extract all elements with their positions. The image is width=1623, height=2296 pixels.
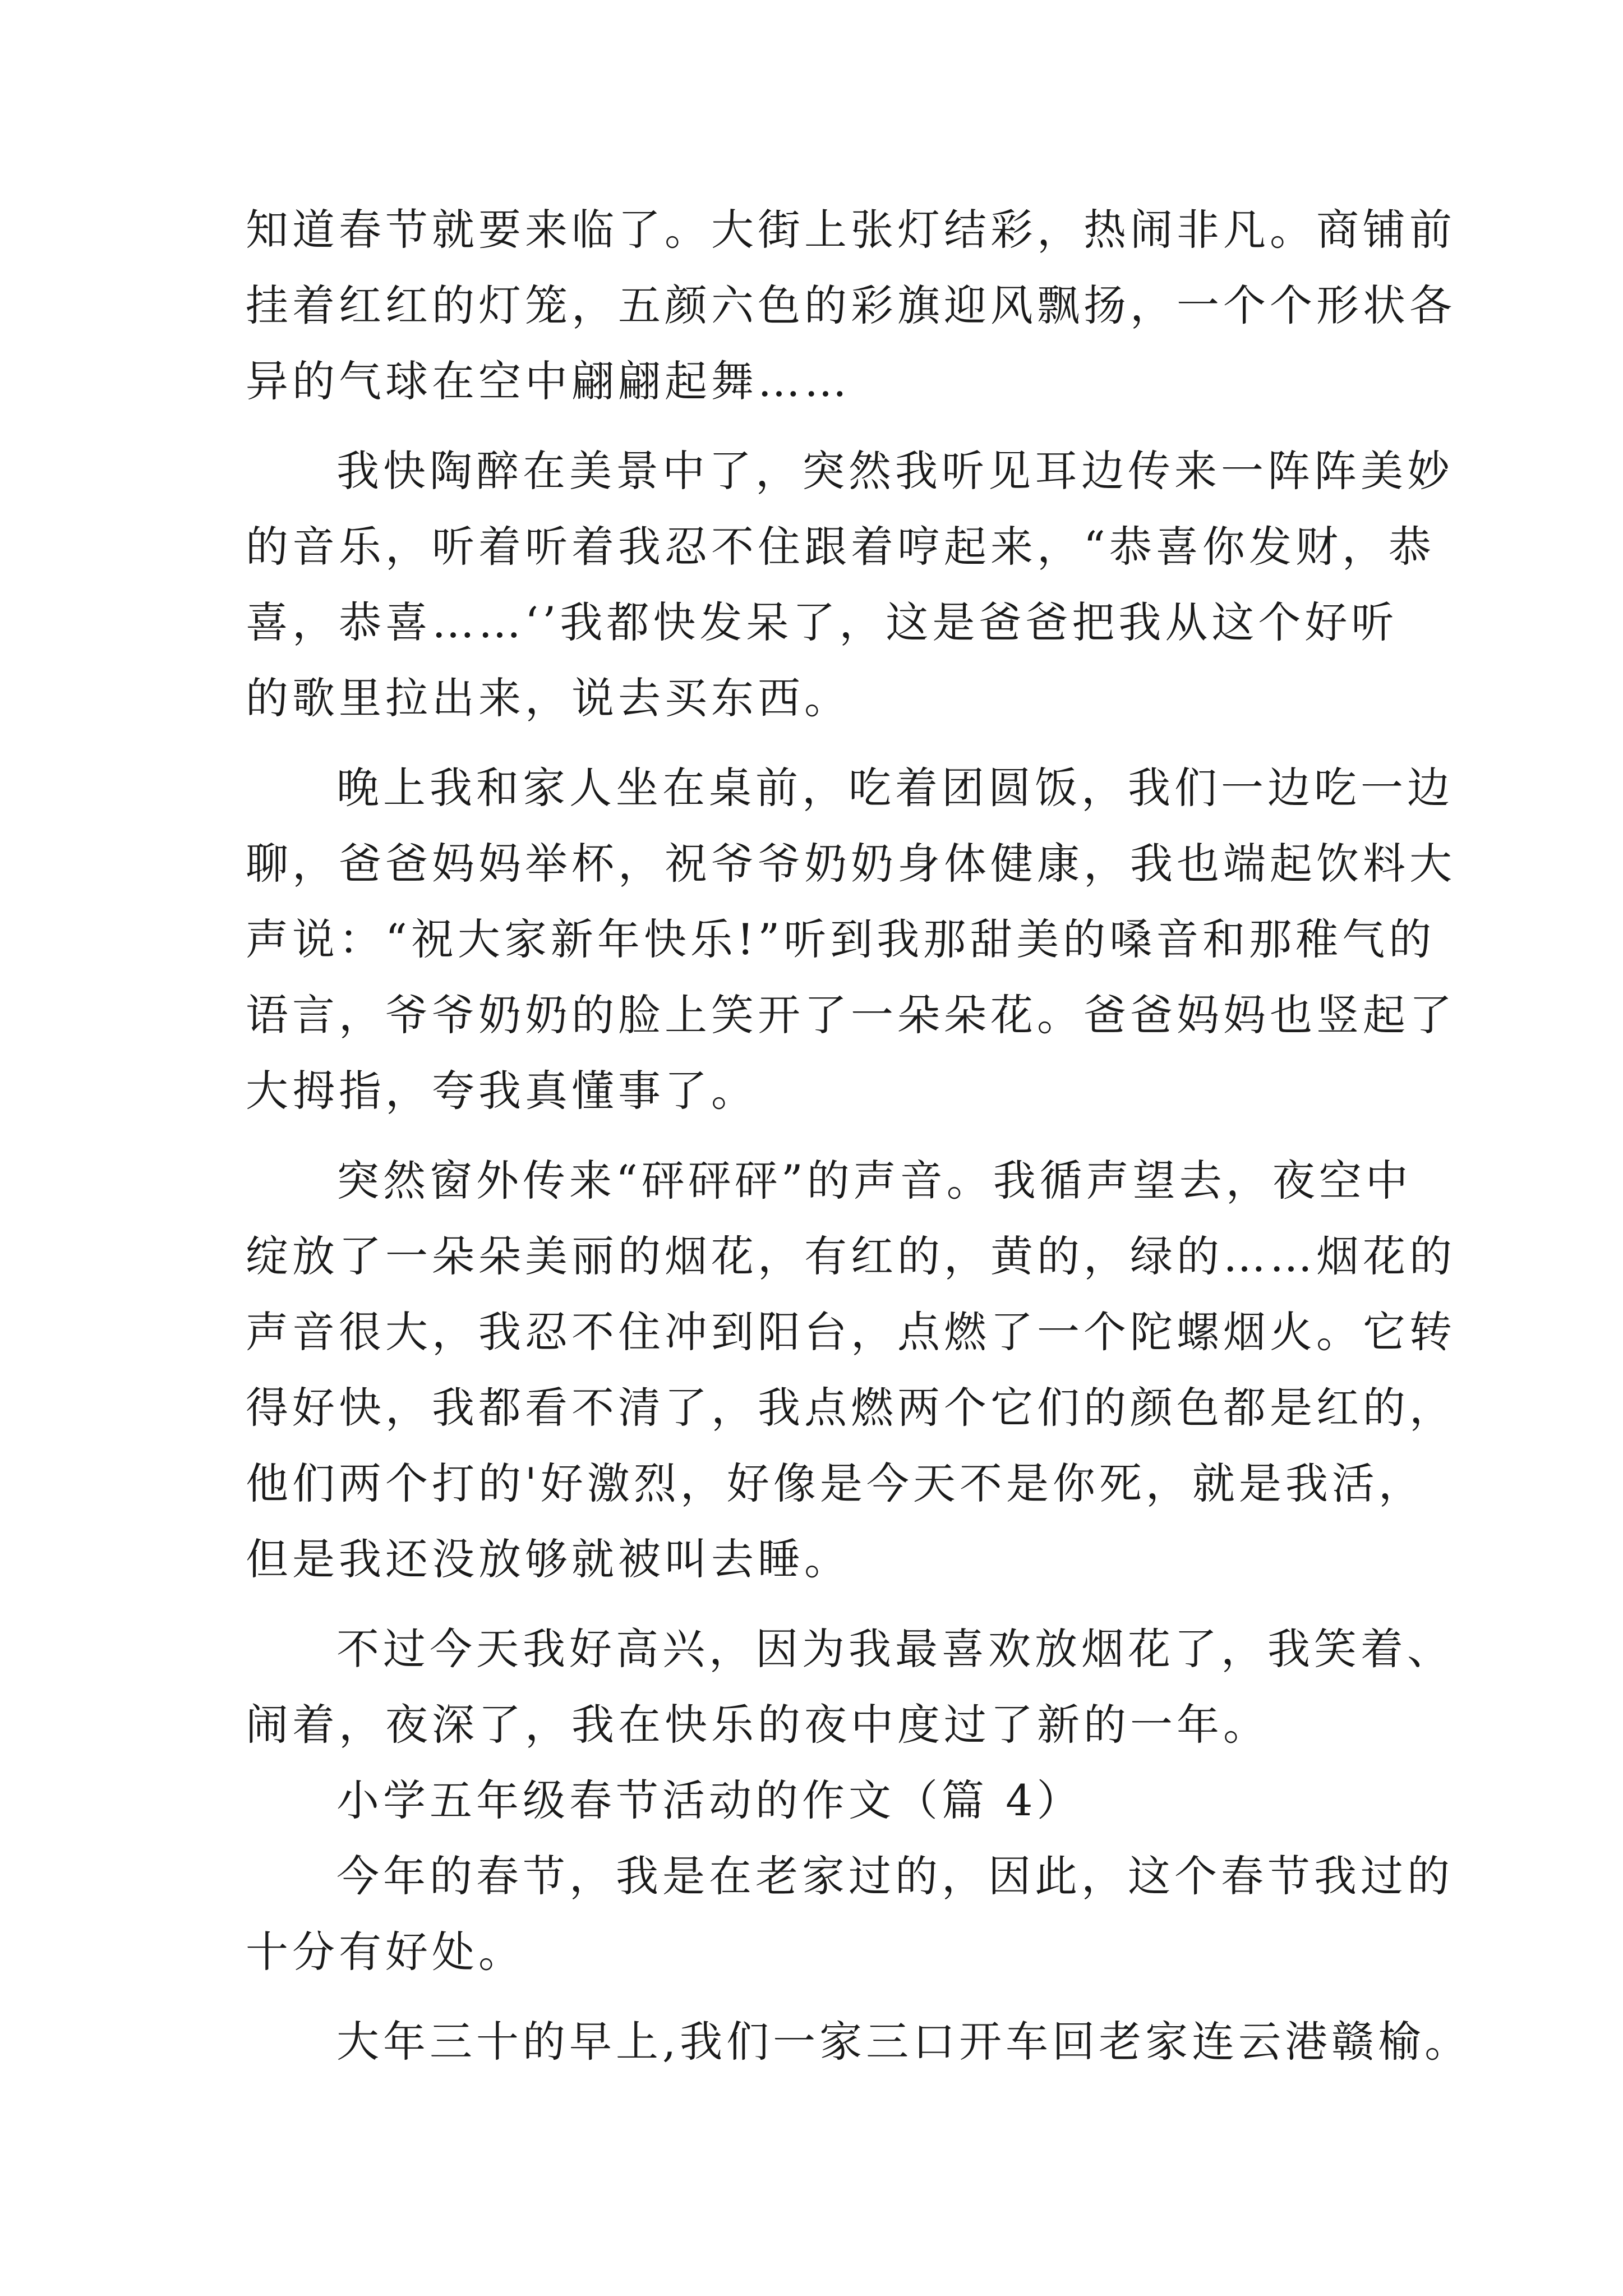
text-line: 绽放了一朵朵美丽的烟花，有红的，黄的，绿的……烟花的 xyxy=(246,1231,1456,1281)
text-line: 我快陶醉在美景中了，突然我听见耳边传来一阵阵美妙 xyxy=(336,446,1454,496)
text-line: 知道春节就要来临了。大街上张灯结彩，热闹非凡。商铺前 xyxy=(246,205,1456,255)
text-line: 但是我还没放够就被叫去睡。 xyxy=(246,1534,851,1584)
text-line: 十分有好处。 xyxy=(246,1927,525,1977)
text-line: 不过今天我好高兴，因为我最喜欢放烟花了，我笑着、 xyxy=(336,1624,1454,1674)
text-line: 得好快，我都看不清了，我点燃两个它们的颜色都是红的， xyxy=(246,1383,1456,1433)
text-line: 突然窗外传来“砰砰砰”的声音。我循声望去，夜空中 xyxy=(336,1156,1412,1205)
text-line: 大拇指，夸我真懂事了。 xyxy=(246,1066,758,1116)
text-line: 大年三十的早上,我们一家三口开车回老家连云港赣榆。 xyxy=(336,2017,1472,2067)
text-line: 他们两个打的'好激烈，好像是今天不是你死，就是我活， xyxy=(246,1458,1425,1508)
section-heading: 小学五年级春节活动的作文（篇 4） xyxy=(336,1775,1083,1825)
text-line: 的歌里拉出来，说去买东西。 xyxy=(246,673,851,723)
text-line: 闹着，夜深了，我在快乐的夜中度过了新的一年。 xyxy=(246,1700,1270,1750)
text-line: 喜，恭喜……‘’我都快发呆了，这是爸爸把我从这个好听 xyxy=(246,597,1398,647)
text-line: 聊，爸爸妈妈举杯，祝爷爷奶奶身体健康，我也端起饮料大 xyxy=(246,839,1456,889)
text-line: 今年的春节，我是在老家过的，因此，这个春节我过的 xyxy=(336,1851,1454,1901)
text-line: 异的气球在空中翩翩起舞…… xyxy=(246,356,851,406)
text-line: 声音很大，我忍不住冲到阳台，点燃了一个陀螺烟火。它转 xyxy=(246,1307,1456,1357)
text-line: 挂着红红的灯笼，五颜六色的彩旗迎风飘扬，一个个形状各 xyxy=(246,280,1456,330)
text-line: 的音乐，听着听着我忍不住跟着哼起来，“恭喜你发财，恭 xyxy=(246,522,1435,572)
text-line: 语言，爷爷奶奶的脸上笑开了一朵朵花。爸爸妈妈也竖起了 xyxy=(246,990,1456,1040)
text-line: 声说：“祝大家新年快乐!”听到我那甜美的嗓音和那稚气的 xyxy=(246,914,1436,964)
text-line: 晚上我和家人坐在桌前，吃着团圆饭，我们一边吃一边 xyxy=(336,763,1454,813)
